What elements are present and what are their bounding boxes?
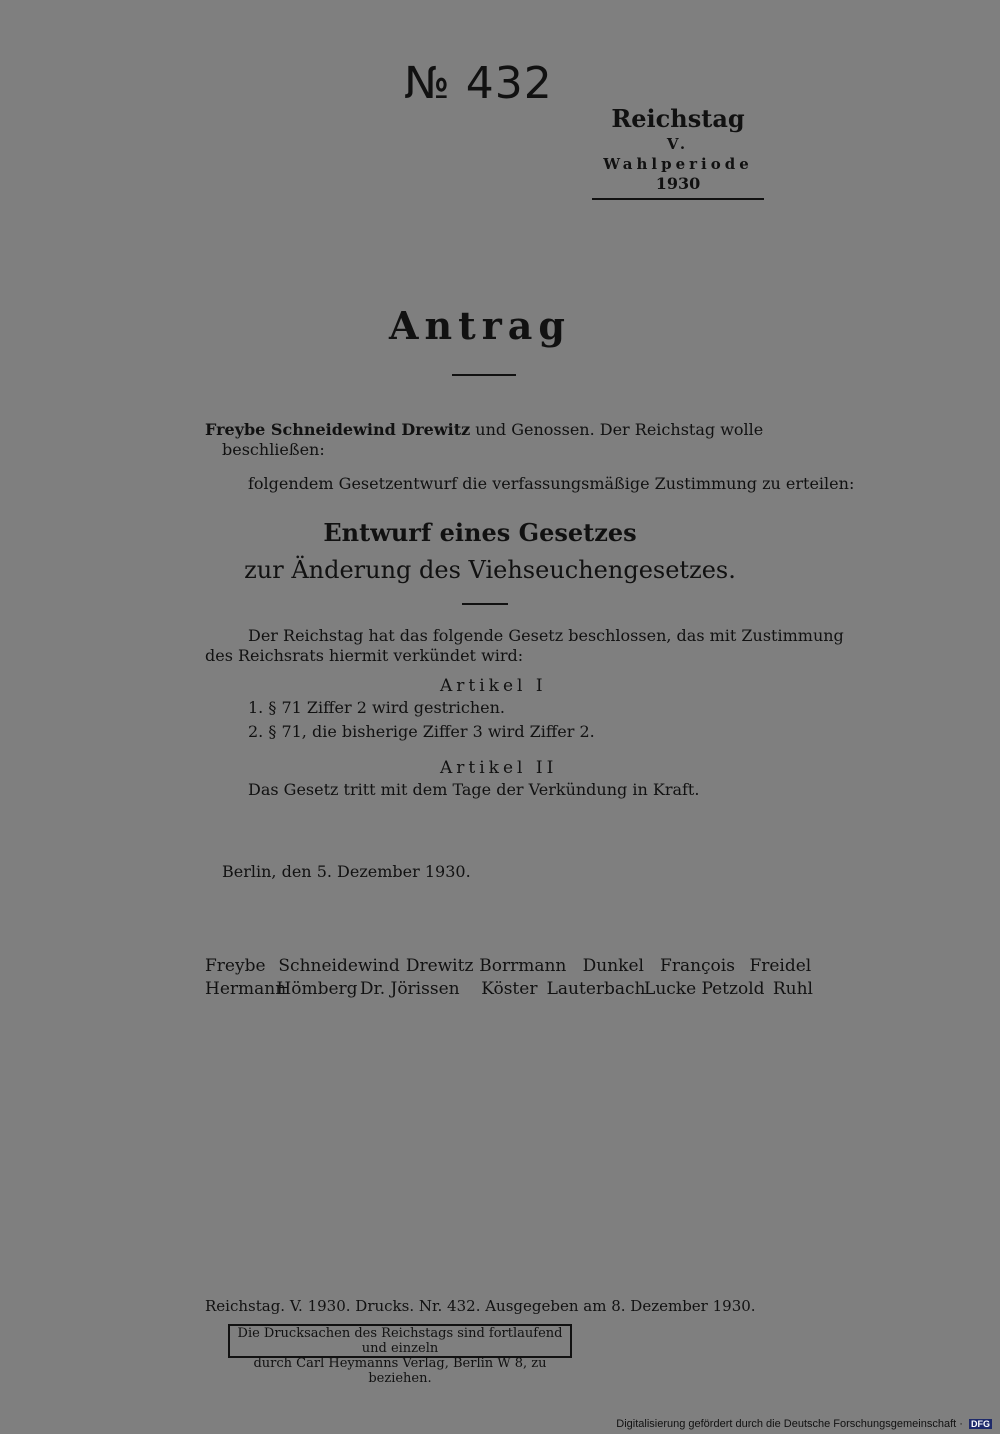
signatory: Drewitz (405, 956, 474, 976)
reichstag-title: Reichstag (611, 104, 745, 133)
intro-line-2: beschließen: (222, 440, 325, 459)
wahlperiode: V. Wahlperiode (603, 135, 753, 173)
signatories-row-2 (205, 979, 813, 999)
digitization-credit (616, 1418, 992, 1430)
article-2-heading: Artikel II (440, 758, 558, 778)
article-1-item-2: 2. § 71, die bisherige Ziffer 3 wird Ziffer 2. (248, 722, 595, 741)
signatory: Freybe (205, 956, 266, 976)
preamble-line-1: Der Reichstag hat das folgende Gesetz beschlossen, das mit Zustimmung (248, 626, 844, 645)
signatory: François (660, 956, 735, 976)
reichstag-period-box (592, 104, 764, 200)
signatory: Borrmann (479, 956, 567, 976)
publisher-box (228, 1324, 572, 1386)
draft-heading-1: Entwurf eines Gesetzes (323, 518, 637, 547)
signatories-row-1 (205, 956, 811, 976)
signatory: Ruhl (772, 979, 813, 999)
signatory: Köster (481, 979, 538, 999)
dfg-logo[interactable]: DFG (971, 1419, 990, 1430)
preamble-line-2: des Reichsrats hiermit verkündet wird: (205, 646, 524, 665)
period-underline (592, 198, 764, 200)
document-number: № 432 (404, 58, 553, 109)
signatory: Lucke (644, 979, 697, 999)
publisher-line-2: durch Carl Heymanns Verlag, Berlin W 8, zu beziehen. (253, 1356, 547, 1386)
signatory: Dr. Jörissen (359, 979, 460, 999)
intro-line-1-rest: und Genossen. Der Reichstag wolle (475, 420, 764, 439)
period-year: 1930 (655, 174, 701, 193)
signatory: Dunkel (582, 956, 644, 976)
intro-proposers: Freybe Schneidewind Drewitz (205, 420, 471, 439)
draft-divider (462, 603, 508, 605)
signatory: Petzold (701, 979, 765, 999)
signatory: Lauterbach (546, 979, 646, 999)
signatory: Hermann (205, 979, 287, 999)
title-divider (452, 374, 516, 376)
article-1-heading: Artikel I (440, 676, 547, 696)
intro-line-3: folgendem Gesetzentwurf die verfassungsmäßige Zustimmung zu erteilen: (248, 474, 855, 493)
draft-heading-2: zur Änderung des Viehseuchengesetzes. (244, 556, 736, 584)
print-info-line: Reichstag. V. 1930. Drucks. Nr. 432. Ausgegeben am 8. Dezember 1930. (205, 1297, 756, 1315)
publisher-line-1: Die Drucksachen des Reichstags sind fortlaufend und einzeln (237, 1326, 563, 1356)
signatory: Hömberg (276, 979, 358, 999)
date-line: Berlin, den 5. Dezember 1930. (222, 862, 471, 881)
signatory: Freidel (749, 956, 812, 976)
article-2-item-1: Das Gesetz tritt mit dem Tage der Verkündung in Kraft. (248, 780, 700, 799)
article-1-item-1: 1. § 71 Ziffer 2 wird gestrichen. (248, 698, 505, 717)
intro-line-1 (205, 420, 763, 439)
document-title: Antrag (389, 303, 571, 348)
credit-text: Digitalisierung gefördert durch die Deutsche Forschungsgemeinschaft · (616, 1418, 963, 1430)
signatory: Schneidewind (278, 956, 400, 976)
